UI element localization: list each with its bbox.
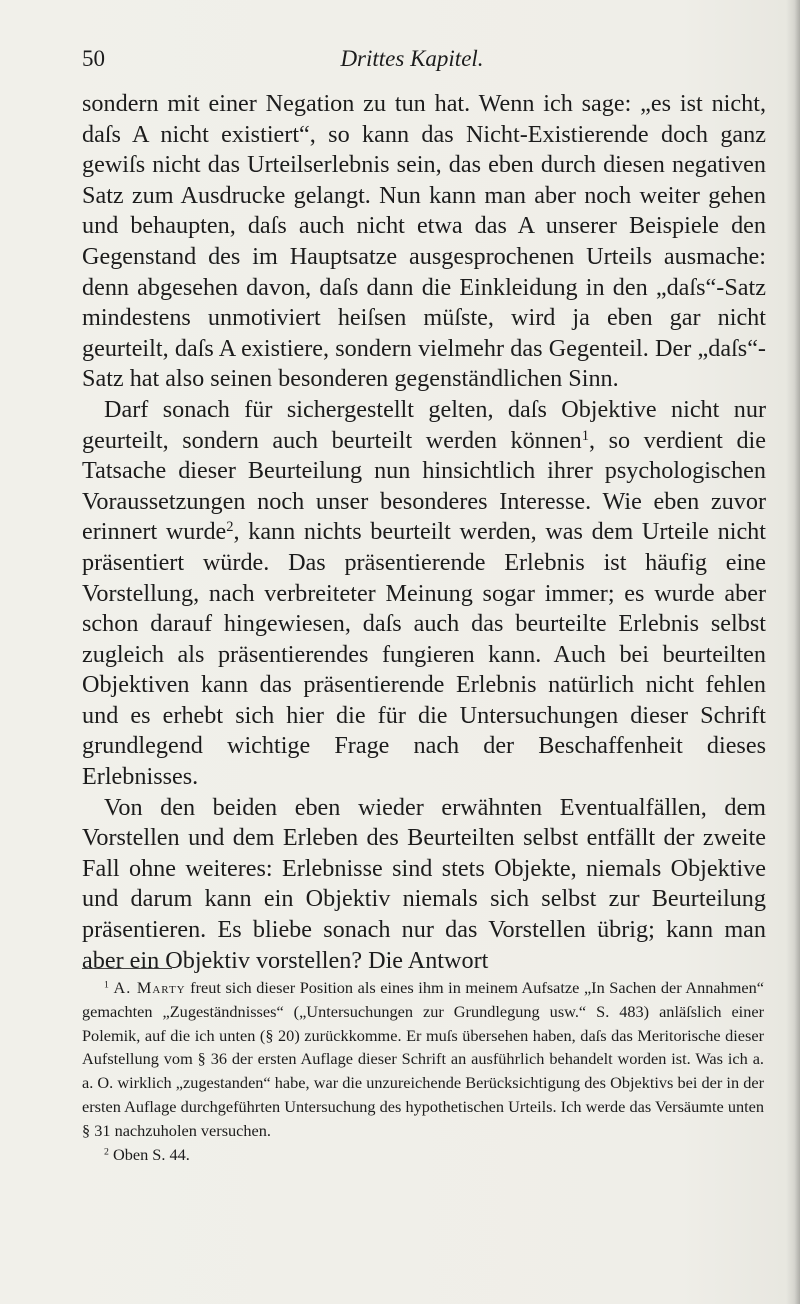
paragraph-3: Von den beiden eben wieder erwähnten Eventualfällen, dem Vorstellen und dem Erleben des Beurteilten selbst entfällt der zweite Fall ohne weiteres: Erlebnisse sind stets Objekte, niemals Objektive und darum kann ein Objektiv niemals sich selbst zur Beurteilung präsentieren. Es bliebe sonach nur das Vorstellen übrig; kann man aber ein Objektiv vorstellen? Die Antwort <box>82 793 766 974</box>
page-header <box>82 46 742 76</box>
paragraph-1: sondern mit einer Negation zu tun hat. Wenn ich sage: „es ist nicht, daſs A nicht existiert“, so kann das Nicht-Existierende doch ganz gewiſs nicht das Urteilserlebnis sein, das eben durch diesen negativen Satz zum Ausdrucke gelangt. Nun kann man aber noch weiter gehen und behaupten, daſs auch nicht etwa das A unserer Beispiele den Gegenstand des im Hauptsatze ausgesprochenen Urteils ausmache: denn abgesehen davon, daſs dann die Einkleidung in den „daſs“-Satz mindestens unmotiviert heiſsen müſste, wird ja eben gar nicht geurteilt, daſs A existiere, sondern vielmehr das Gegenteil. Der „daſs“-Satz hat also seinen besonderen gegenständlichen Sinn. <box>82 90 766 393</box>
page-edge-shadow <box>786 0 800 1304</box>
footnote-ref-1: 1 <box>581 427 589 444</box>
footnotes <box>82 976 764 1166</box>
footnote-2-mark: 2 <box>104 1146 109 1158</box>
footnote-1 <box>82 976 764 1143</box>
main-text <box>82 89 766 976</box>
paragraph-2-text-b: , so verdient die Tatsache dieser Beurteilung nun hinsichtlich ihrer psychologischen Voraussetzungen noch unser besonderes Interesse. Wie eben zuvor erinnert wurde <box>82 426 766 546</box>
paragraph-2-text-c: , kann nichts beurteilt werden, was dem Urteile nicht präsentiert würde. Das präsentierende Erlebnis ist häufig eine Vorstellung, nach verbreiteter Meinung sogar immer; es wurde aber schon darauf hingewiesen, daſs auch das beurteilte Erlebnis selbst zugleich als präsentierendes fungieren kann. Auch bei beurteilten Objektiven kann das präsentierende Erlebnis natürlich nicht fehlen und es erhebt sich hier die für die Untersuchungen dieser Schrift grundlegend wichtige Frage nach der Beschaffenheit dieses Erlebnisses. <box>82 518 766 791</box>
page-number: 50 <box>82 46 105 71</box>
footnote-2 <box>82 1143 764 1167</box>
footnote-1-mark: 1 <box>104 979 109 991</box>
footnote-1-text: freut sich dieser Position als eines ihm in meinem Aufsatze „In Sachen der Annahmen“ gemachten „Zugeständnisses“ („Untersuchungen zur Grundlegung usw.“ S. 483) anläſslich einer Polemik, auf die ich unten (§ 20) zurückkomme. Er muſs übersehen haben, daſs das Meritorische dieser Aufstellung vom § 36 der ersten Auflage dieser Schrift an ausführlich behandelt worden ist. Was ich a. a. O. wirklich „zugestanden“ habe, war die unzureichende Berücksichtigung des Objektivs bei der in der ersten Auflage durchgeführten Untersuchung des hypothetischen Urteils. Ich werde das Versäumte unten § 31 nachzuholen versuchen. <box>82 978 764 1140</box>
footnote-ref-2: 2 <box>226 519 234 536</box>
paragraph-2-text-a: Darf sonach für sichergestellt gelten, daſs Objektive nicht nur geurteilt, sondern auch beurteilt werden können <box>82 395 766 454</box>
paragraph-2 <box>82 395 766 793</box>
footnote-2-text: Oben S. 44. <box>112 1144 190 1164</box>
running-title: Drittes Kapitel. <box>340 46 484 71</box>
footnote-1-author: A. Marty <box>113 978 186 997</box>
footnote-separator <box>82 968 172 969</box>
